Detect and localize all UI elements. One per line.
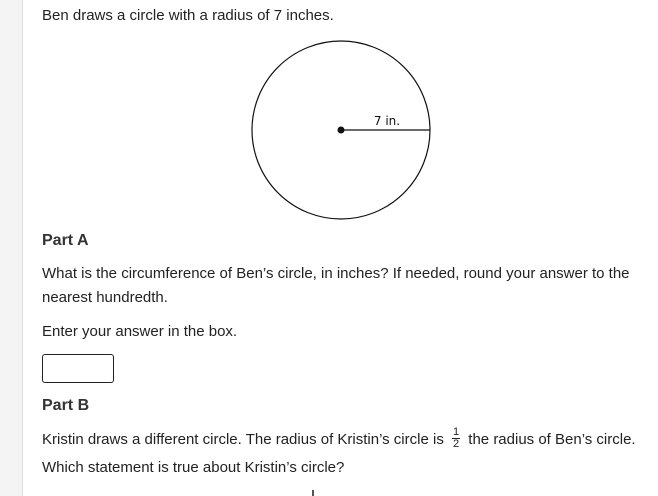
circle-figure <box>248 37 434 223</box>
part-b-question-start: Kristin draws a different circle. The radius of Kristin’s circle is <box>42 431 444 448</box>
part-a-instruction: Enter your answer in the box. <box>42 323 238 340</box>
part-b-question <box>42 426 648 482</box>
one-half-fraction <box>452 427 460 450</box>
radius-label: 7 in. <box>373 114 401 128</box>
left-gutter <box>0 0 23 496</box>
part-a-heading: Part A <box>42 232 89 249</box>
fraction-denominator: 2 <box>453 437 460 450</box>
part-b-question-end: the radius of Ben’s circle. Which statement is true about Kristin’s circle? <box>42 431 636 476</box>
part-a-question: What is the circumference of Ben’s circle, in inches? If needed, round your answer to the nearest hundredth. <box>42 265 630 306</box>
partial-option-mark <box>312 490 314 496</box>
answer-input[interactable] <box>42 354 114 383</box>
fraction-numerator: 1 <box>453 425 460 438</box>
intro-text: Ben draws a circle with a radius of 7 inches. <box>42 7 334 24</box>
part-b-heading: Part B <box>42 397 90 414</box>
